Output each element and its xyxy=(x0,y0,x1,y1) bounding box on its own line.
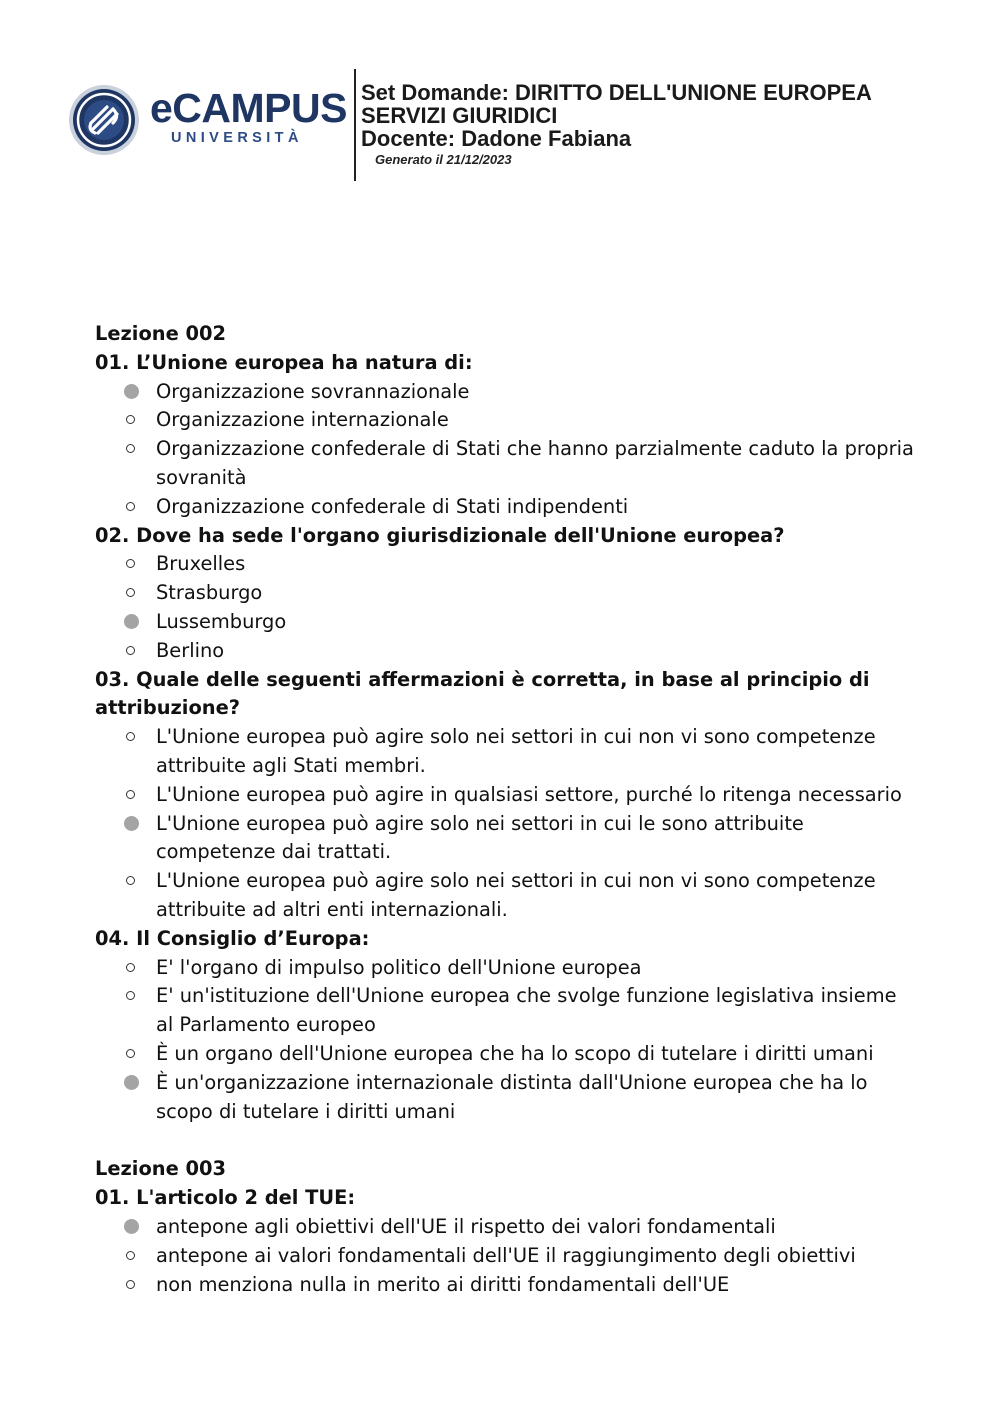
option-item xyxy=(156,781,915,810)
option-item xyxy=(156,435,915,493)
option-item xyxy=(156,723,915,781)
options-list xyxy=(95,954,915,1127)
option-text: È un organo dell'Unione europea che ha lo scopo di tutelare i diritti umani xyxy=(156,1041,874,1065)
question-text: 02. Dove ha sede l'organo giurisdizionale dell'Unione europea? xyxy=(95,523,785,547)
selected-answer-icon xyxy=(124,1075,139,1090)
option-text: Organizzazione confederale di Stati che hanno parzialmente caduto la propria sovranità xyxy=(156,437,914,489)
option-item xyxy=(156,1040,915,1069)
option-item xyxy=(156,406,915,435)
selected-answer-icon xyxy=(124,1219,139,1234)
radio-icon xyxy=(126,588,135,597)
radio-icon xyxy=(126,646,135,655)
radio-icon xyxy=(126,559,135,568)
option-item xyxy=(156,579,915,608)
radio-icon xyxy=(126,991,135,1000)
radio-icon xyxy=(126,1049,135,1058)
ecampus-logo xyxy=(68,84,347,158)
header-teacher: Docente: Dadone Fabiana xyxy=(361,126,632,151)
lesson-spacer xyxy=(95,1126,915,1155)
page-header xyxy=(0,0,1000,190)
radio-icon xyxy=(126,963,135,972)
option-text: E' un'istituzione dell'Unione europea che svolge funzione legislativa insieme al Parlamento europeo xyxy=(156,984,897,1037)
question-text: 04. Il Consiglio d’Europa: xyxy=(95,926,370,950)
option-text: Organizzazione internazionale xyxy=(156,408,449,432)
header-divider xyxy=(354,69,356,181)
option-text: L'Unione europea può agire solo nei settori in cui le sono attribuite competenze dai trattati. xyxy=(156,811,804,864)
options-list xyxy=(95,378,915,522)
option-text: L'Unione europea può agire solo nei settori in cui non vi sono competenze attribuite ad altri enti internazionali. xyxy=(156,869,876,921)
ecampus-seal-icon xyxy=(68,84,140,156)
option-item xyxy=(156,867,915,925)
radio-icon xyxy=(126,790,135,799)
question-text: 01. L’Unione europea ha natura di: xyxy=(95,350,473,374)
option-item xyxy=(156,608,915,637)
radio-icon xyxy=(126,1280,135,1289)
radio-icon xyxy=(126,876,135,885)
options-list xyxy=(95,550,915,665)
radio-icon xyxy=(126,732,135,741)
radio-icon xyxy=(126,1251,135,1260)
option-item xyxy=(156,982,915,1040)
logo-subtitle: UNIVERSITÀ xyxy=(171,130,303,146)
lesson-title: Lezione 003 xyxy=(95,1157,226,1181)
option-text: non menziona nulla in merito ai diritti fondamentali dell'UE xyxy=(156,1272,730,1296)
option-item xyxy=(156,493,915,522)
radio-icon xyxy=(126,502,135,511)
option-text: Organizzazione sovrannazionale xyxy=(156,379,470,403)
option-item xyxy=(156,1271,915,1300)
option-text: L'Unione europea può agire solo nei settori in cui non vi sono competenze attribuite agli Stati membri. xyxy=(156,725,876,777)
option-text: Organizzazione confederale di Stati indipendenti xyxy=(156,494,629,518)
option-item xyxy=(156,637,915,666)
options-list xyxy=(95,723,915,925)
option-item xyxy=(156,1242,915,1271)
option-text: Lussemburgo xyxy=(156,609,287,633)
option-item xyxy=(156,810,915,868)
option-item xyxy=(156,550,915,579)
option-text: E' l'organo di impulso politico dell'Unione europea xyxy=(156,955,642,979)
selected-answer-icon xyxy=(124,614,139,629)
option-item xyxy=(156,954,915,983)
question-text: 03. Quale delle seguenti affermazioni è corretta, in base al principio di attribuzione? xyxy=(95,667,870,720)
option-item xyxy=(156,1069,915,1127)
option-item xyxy=(156,1213,915,1242)
question-text: 01. L'articolo 2 del TUE: xyxy=(95,1186,356,1210)
option-text: Strasburgo xyxy=(156,581,263,605)
option-text: antepone agli obiettivi dell'UE il rispetto dei valori fondamentali xyxy=(156,1214,776,1238)
option-text: È un'organizzazione internazionale distinta dall'Unione europea che ha lo scopo di tutelare i diritti umani xyxy=(156,1070,868,1123)
option-text: Bruxelles xyxy=(156,552,246,576)
radio-icon xyxy=(126,444,135,453)
selected-answer-icon xyxy=(124,384,139,399)
logo-wordmark: eCAMPUS xyxy=(150,85,347,131)
option-text: Berlino xyxy=(156,638,225,662)
header-text xyxy=(361,81,872,167)
radio-icon xyxy=(126,415,135,424)
lesson-title: Lezione 002 xyxy=(95,322,226,345)
header-title-line: Set Domande: DIRITTO DELL'UNIONE EUROPEA xyxy=(361,80,872,105)
generated-date: Generato il 21/12/2023 xyxy=(375,152,512,167)
option-item xyxy=(156,378,915,407)
option-text: L'Unione europea può agire in qualsiasi settore, purché lo ritenga necessario xyxy=(156,782,902,806)
selected-answer-icon xyxy=(124,816,139,831)
header-title-line: SERVIZI GIURIDICI xyxy=(361,103,558,128)
question-set xyxy=(95,320,915,1299)
options-list xyxy=(95,1213,915,1299)
option-text: antepone ai valori fondamentali dell'UE il raggiungimento degli obiettivi xyxy=(156,1243,856,1267)
